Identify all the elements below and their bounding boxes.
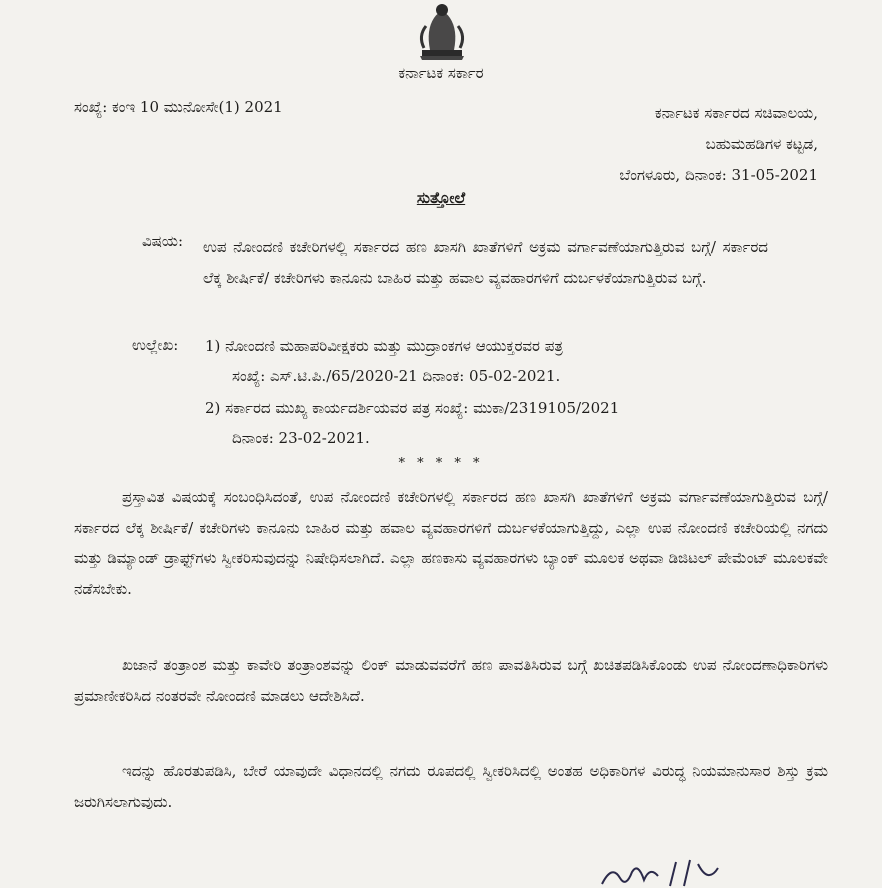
subject-label: ವಿಷಯ: [142, 232, 183, 250]
subject-text: ಉಪ ನೋಂದಣಿ ಕಚೇರಿಗಳಲ್ಲಿ ಸರ್ಕಾರದ ಹಣ ಖಾಸಗಿ ಖಾತೆಗಳಿಗೆ ಅಕ್ರಮ ವರ್ಗಾವಣೆಯಾಗುತ್ತಿರುವ ಬಗ್ಗೆ/ ಸರ್ಕಾರದ ಲೆಕ್ಕ ಶೀರ್ಷಿಕೆ/ ಕಚೇರಿಗಳು ಕಾನೂನು ಬಾಹಿರ ಮತ್ತು ಹವಾಲ ವ್ಯವಹಾರಗಳಿಗೆ ದುರ್ಬಳಕೆಯಾಗುತ್ತಿರುವ ಬಗ್ಗೆ. [203, 238, 768, 287]
reference-1-line-2: ಸಂಖ್ಯೆ: ಎಸ್.ಟಿ.ಪಿ./65/2020-21 ದಿನಾಂಕ: 05-02-2021. [232, 367, 561, 385]
circular-heading-text: ಸುತ್ತೋಲೆ [416, 188, 466, 207]
reference-2-line-1: 2) ಸರ್ಕಾರದ ಮುಖ್ಯ ಕಾರ್ಯದರ್ಶಿಯವರ ಪತ್ರ ಸಂಖ್ಯೆ: ಮುಕಾ/2319105/2021 [205, 399, 620, 417]
address-line-2: ಬಹುಮಹಡಿಗಳ ಕಟ್ಟಡ, [705, 135, 818, 153]
government-name: ಕರ್ನಾಟಕ ಸರ್ಕಾರ [398, 64, 484, 82]
section-separator: * * * * * [398, 456, 484, 471]
reference-2-line-2: ದಿನಾಂಕ: 23-02-2021. [232, 429, 370, 447]
signature-icon [598, 858, 758, 888]
reference-1-line-1: 1) ನೋಂದಣಿ ಮಹಾಪರಿವೀಕ್ಷಕರು ಮತ್ತು ಮುದ್ರಾಂಕಗಳ ಆಯುಕ್ತರವರ ಪತ್ರ [205, 337, 563, 355]
karnataka-emblem-icon [412, 0, 472, 62]
paragraph-1: ಪ್ರಸ್ತಾವಿತ ವಿಷಯಕ್ಕೆ ಸಂಬಂಧಿಸಿದಂತೆ, ಉಪ ನೋಂದಣಿ ಕಚೇರಿಗಳಲ್ಲಿ ಸರ್ಕಾರದ ಹಣ ಖಾಸಗಿ ಖಾತೆಗಳಿಗೆ ಅಕ್ರಮ ವರ್ಗಾವಣೆಯಾಗುತ್ತಿರುವ ಬಗ್ಗೆ/ ಸರ್ಕಾರದ ಲೆಕ್ಕ ಶೀರ್ಷಿಕೆ/ ಕಚೇರಿಗಳು ಕಾನೂನು ಬಾಹಿರ ಮತ್ತು ಹವಾಲ ವ್ಯವಹಾರಗಳಿಗೆ ದುರ್ಬಳಕೆಯಾಗುತ್ತಿದ್ದು, ಎಲ್ಲಾ ಉಪ ನೋಂದಣಿ ಕಚೇರಿಯಲ್ಲಿ ನಗದು ಮತ್ತು ಡಿಮ್ಯಾಂಡ್ ಡ್ರಾಫ್ಟ್‌ಗಳು ಸ್ವೀಕರಿಸುವುದನ್ನು ನಿಷೇಧಿಸಲಾಗಿದೆ. ಎಲ್ಲಾ ಹಣಕಾಸು ವ್ಯವಹಾರಗಳು ಬ್ಯಾಂಕ್ ಮೂಲಕ ಅಥವಾ ಡಿಜಿಟಲ್ ಪೇಮೆಂಟ್ ಮೂಲಕವೇ ನಡೆಸಬೇಕು. [74, 488, 828, 598]
circular-heading [0, 188, 882, 208]
address-date-line: ಬೆಂಗಳೂರು, ದಿನಾಂಕ: 31-05-2021 [619, 166, 818, 184]
order-number: ಸಂಖ್ಯೆ: ಕಂಇ 10 ಮುನೋಸೇ(1) 2021 [74, 98, 283, 116]
paragraph-2: ಖಜಾನೆ ತಂತ್ರಾಂಶ ಮತ್ತು ಕಾವೇರಿ ತಂತ್ರಾಂಶವನ್ನು ಲಿಂಕ್ ಮಾಡುವವರೆಗೆ ಹಣ ಪಾವತಿಸಿರುವ ಬಗ್ಗೆ ಖಚಿತಪಡಿಸಿಕೊಂಡು ಉಪ ನೋಂದಣಾಧಿಕಾರಿಗಳು ಪ್ರಮಾಣೀಕರಿಸಿದ ನಂತರವೇ ನೋಂದಣಿ ಮಾಡಲು ಆದೇಶಿಸಿದೆ. [74, 656, 828, 705]
office-address [619, 98, 818, 191]
address-line-1: ಕರ್ನಾಟಕ ಸರ್ಕಾರದ ಸಚಿವಾಲಯ, [654, 104, 818, 122]
references-label: ಉಲ್ಲೇಖ: [132, 336, 179, 354]
paragraph-3: ಇದನ್ನು ಹೊರತುಪಡಿಸಿ, ಬೇರೆ ಯಾವುದೇ ವಿಧಾನದಲ್ಲಿ ನಗದು ರೂಪದಲ್ಲಿ ಸ್ವೀಕರಿಸಿದಲ್ಲಿ ಅಂತಹ ಅಧಿಕಾರಿಗಳ ವಿರುದ್ಧ ನಿಯಮಾನುಸಾರ ಶಿಸ್ತು ಕ್ರಮ ಜರುಗಿಸಲಾಗುವುದು. [74, 762, 828, 811]
